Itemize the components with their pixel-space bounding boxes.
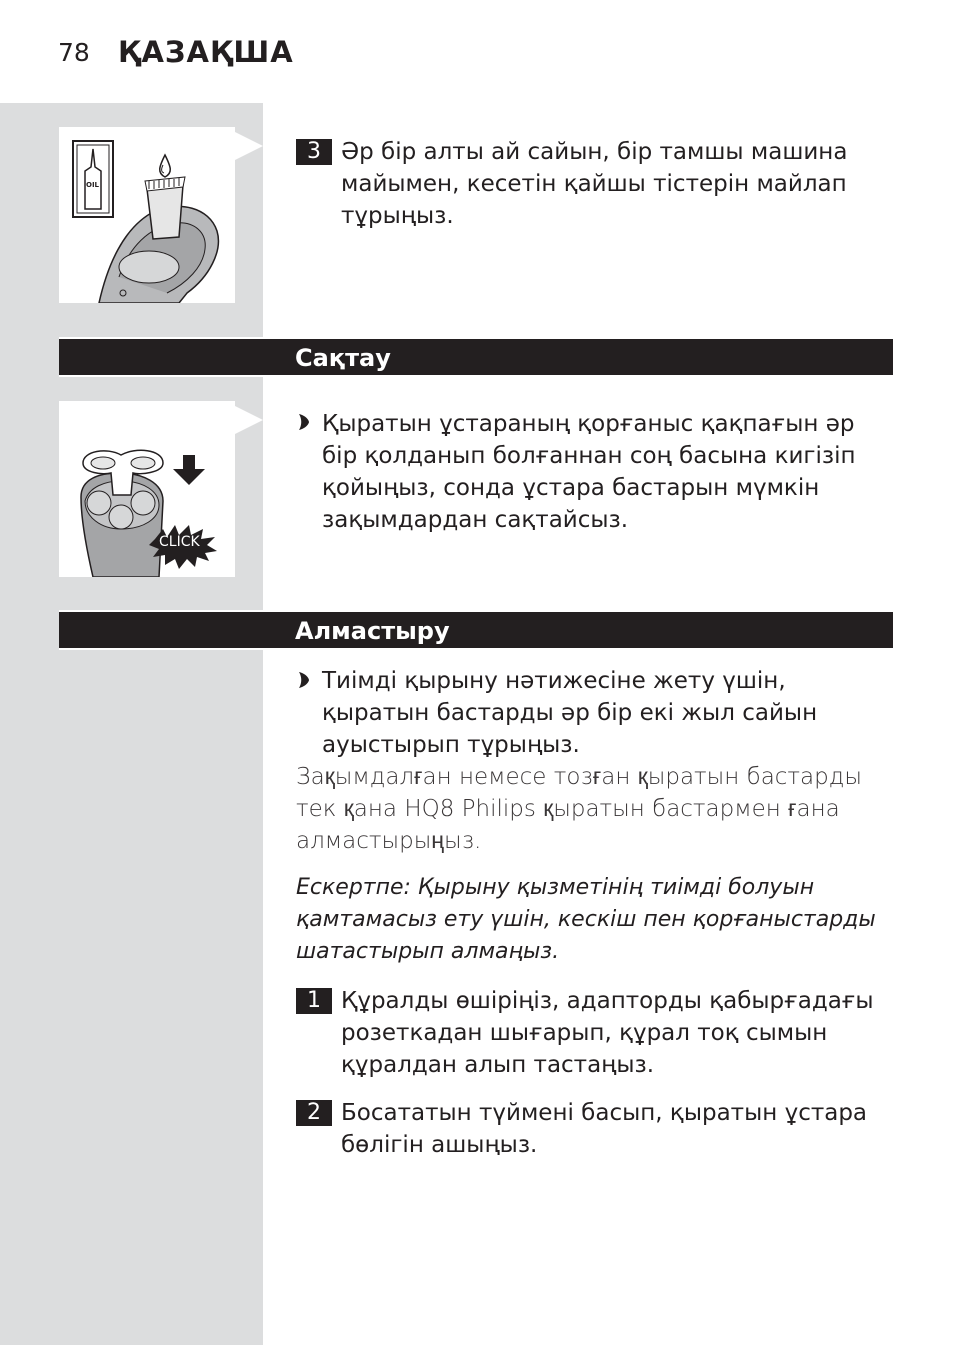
step-3-text xyxy=(341,136,847,232)
text-line: шатастырып алмаңыз. xyxy=(296,939,560,964)
section-title: Алмастыру xyxy=(295,617,450,645)
bullet-icon xyxy=(297,671,311,689)
figure-pointer xyxy=(235,406,263,434)
page-title: ҚАЗАҚША xyxy=(118,35,294,69)
page-number: 78 xyxy=(58,38,90,67)
text-line: ауыстырып тұрыңыз. xyxy=(322,732,580,758)
step-2-text xyxy=(341,1097,867,1161)
text-line: қамтамасыз ету үшін, кескіш пен қорғаныстарды xyxy=(296,907,876,932)
text-line: тек қана HQ8 Philips қыратын бастармен ғана xyxy=(296,796,840,822)
replace-bullet-text xyxy=(322,665,817,761)
replace-note xyxy=(296,872,876,968)
text-line: бір қолданып болғаннан соң басына кигізіп xyxy=(322,443,856,469)
section-title: Сақтау xyxy=(295,344,391,372)
text-line: Босататын түймені басып, қыратын ұстара xyxy=(341,1100,868,1126)
storage-figure xyxy=(59,401,235,577)
text-line: Әр бір алты ай сайын, бір тамшы машина xyxy=(341,139,848,165)
figure-pointer xyxy=(235,132,263,160)
click-label: CLICK xyxy=(159,534,200,550)
text-line: алмастырыңыз. xyxy=(296,828,482,854)
step-number: 3 xyxy=(296,139,332,165)
text-line: Қыратын ұстараның қорғаныс қақпағын әр xyxy=(322,411,855,437)
text-line: бөлігін ашыңыз. xyxy=(341,1132,538,1158)
text-line: розеткадан шығарып, құрал тоқ сымын xyxy=(341,1020,828,1046)
replace-paragraph xyxy=(296,761,862,857)
oil-label: OIL xyxy=(86,181,100,189)
section-header-replace xyxy=(59,610,893,650)
section-header-storage xyxy=(59,337,893,377)
text-line: қойыңыз, сонда ұстара бастарын мүмкін xyxy=(322,475,820,501)
text-line: зақымдардан сақтайсыз. xyxy=(322,507,629,533)
text-line: Тиімді қырыну нәтижесіне жету үшін, xyxy=(322,668,786,694)
text-line: Зақымдалған немесе тозған қыратын бастарды xyxy=(296,764,862,790)
step-number: 1 xyxy=(296,988,332,1014)
text-line: Ескертпе: Қырыну қызметінің тиімді болуын xyxy=(296,875,815,900)
storage-text xyxy=(322,408,856,536)
step-number: 2 xyxy=(296,1100,332,1126)
cap-shaver-illustration xyxy=(59,401,235,577)
oil-shaver-illustration xyxy=(59,127,235,303)
text-line: Құралды өшіріңіз, адапторды қабырғадағы xyxy=(341,988,874,1014)
text-line: қыратын бастарды әр бір екі жыл сайын xyxy=(322,700,818,726)
text-line: құралдан алып тастаңыз. xyxy=(341,1052,655,1078)
bullet-icon xyxy=(297,413,311,431)
text-line: тұрыңыз. xyxy=(341,203,454,229)
step-1-text xyxy=(341,985,874,1081)
oiling-figure xyxy=(59,127,235,303)
text-line: майымен, кесетін қайшы тістерін майлап xyxy=(341,171,847,197)
